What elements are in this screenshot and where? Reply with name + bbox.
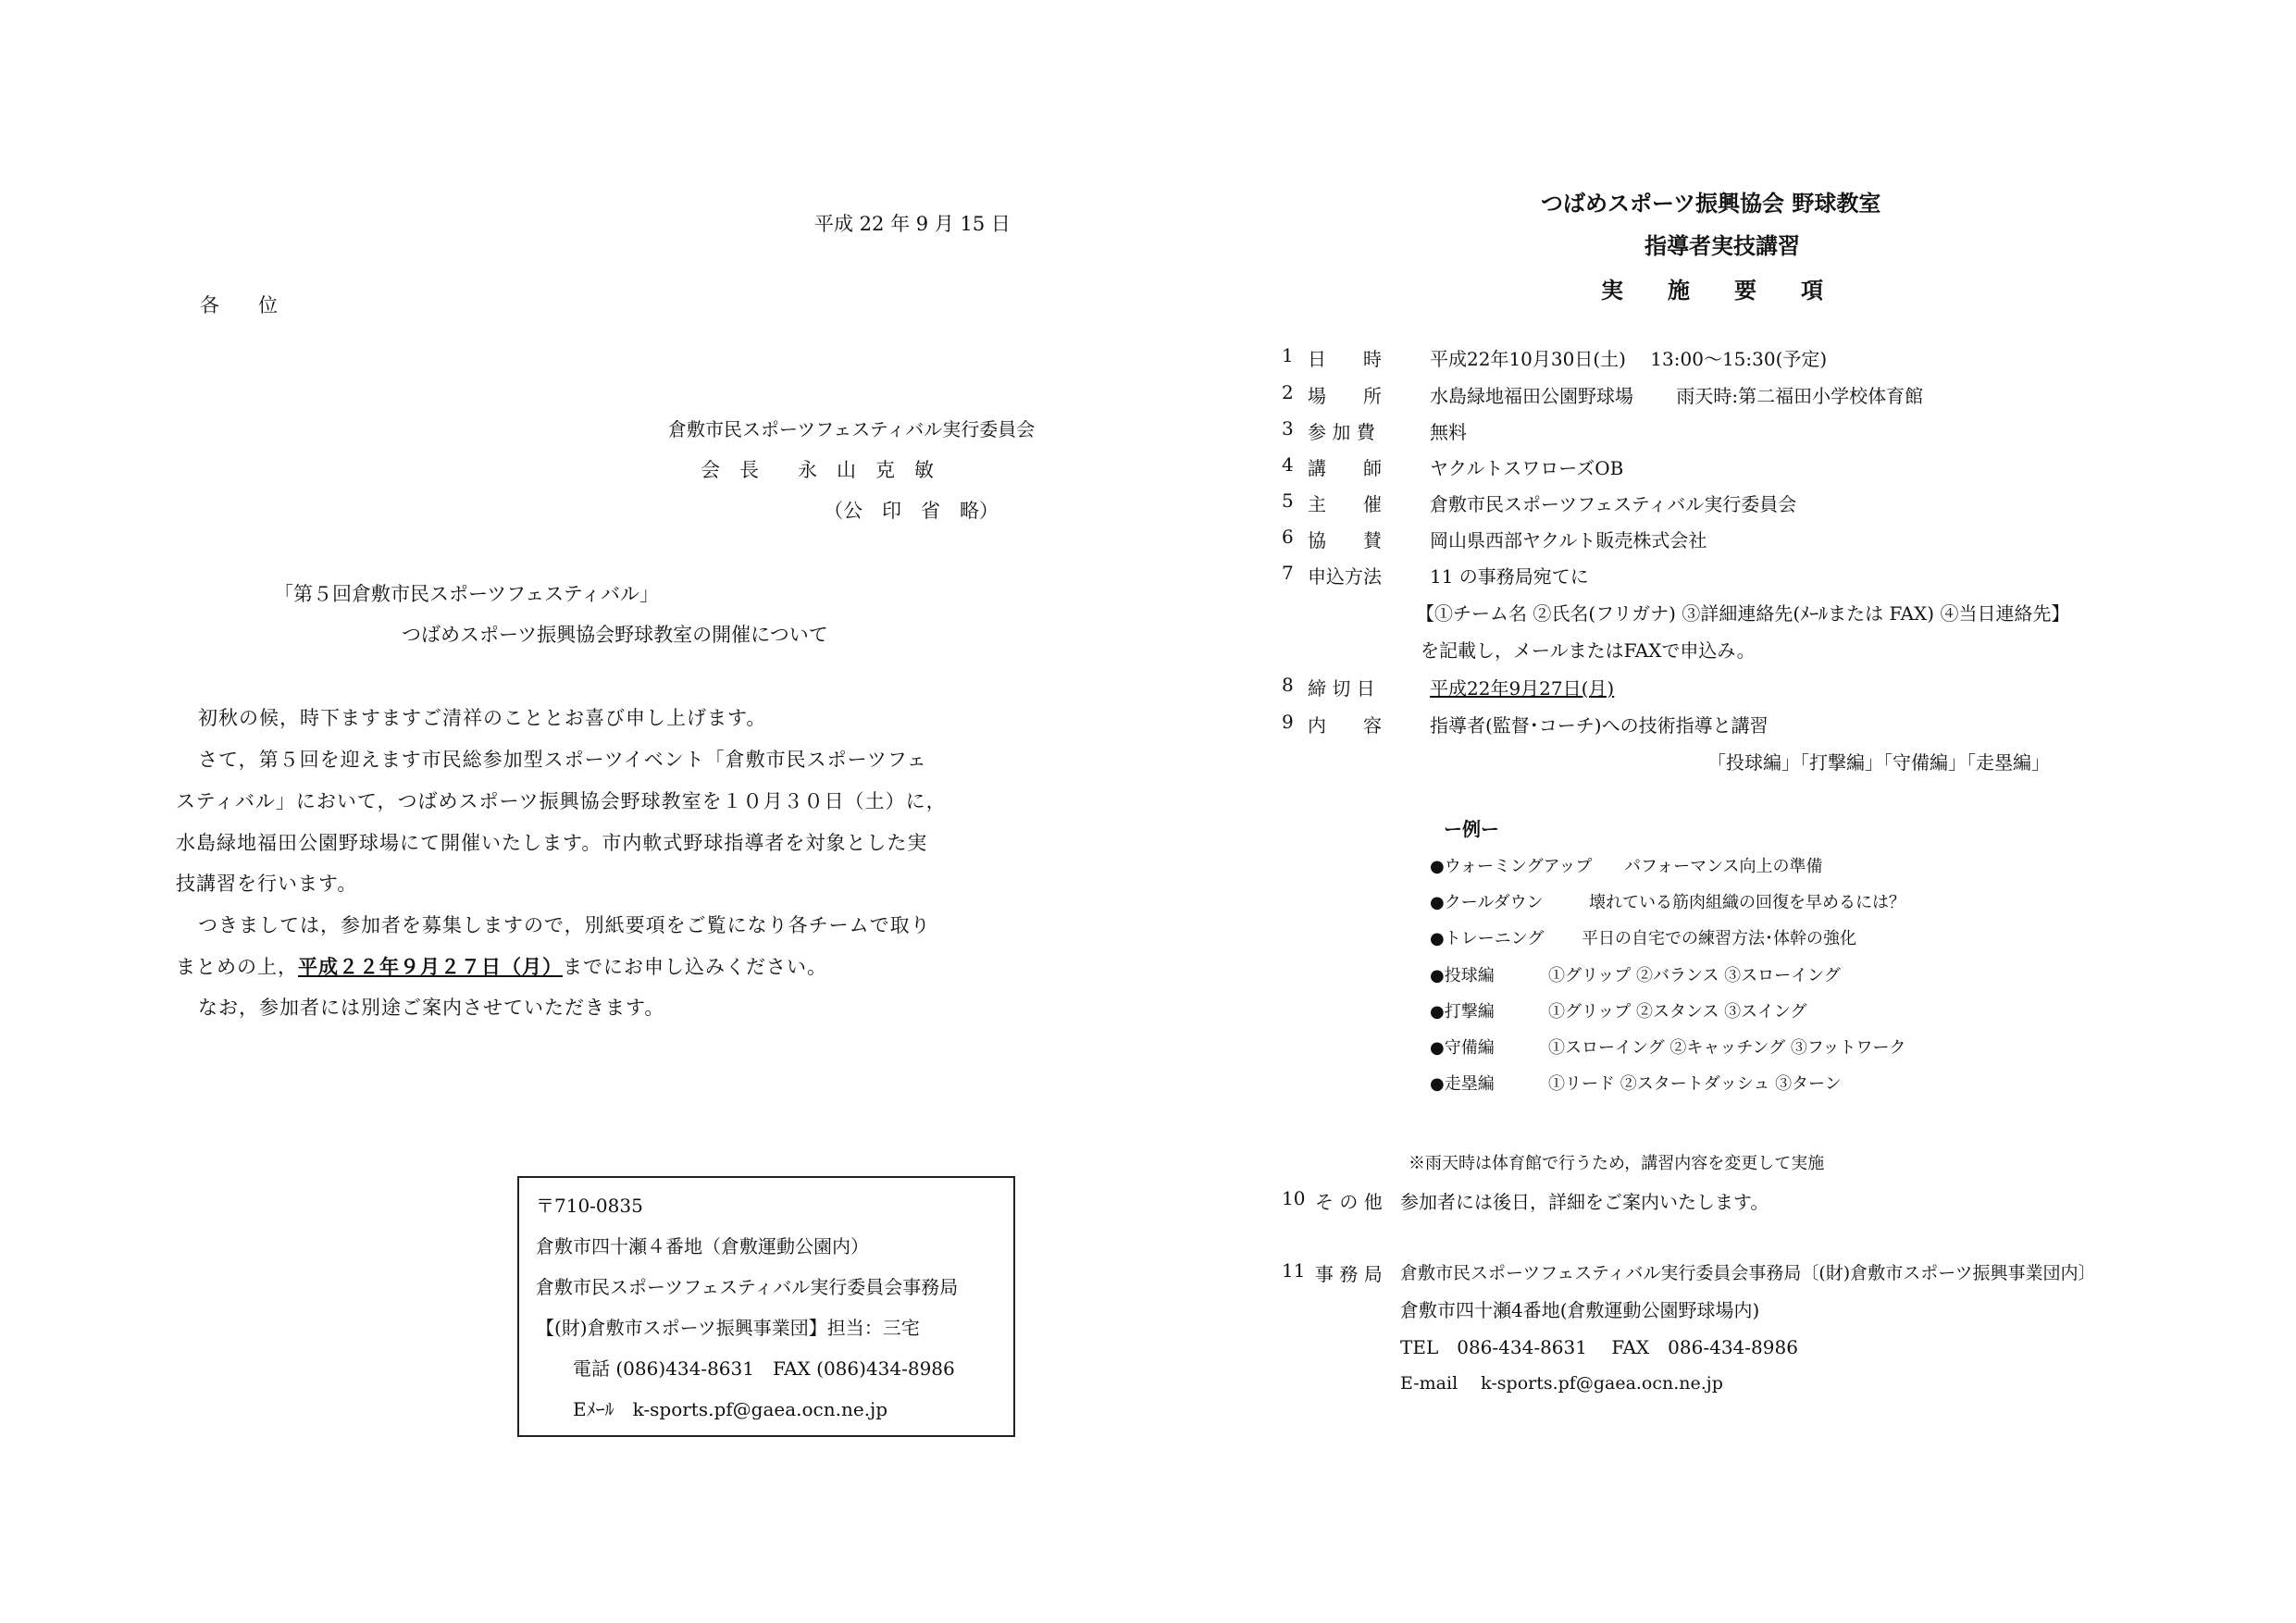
item-label: 締 切 日 — [1308, 677, 1375, 700]
apply-detail-fields: 【①チーム名 ②氏名(フリガナ) ③詳細連絡先(ﾒｰﾙまたは FAX) ④当日連絡先】 — [1416, 602, 2070, 625]
item-number: 6 — [1282, 526, 1294, 548]
item-value-deadline: 平成22年9月27日(月) — [1430, 677, 1615, 700]
example-desc: ①グリップ ②スタンス ③スイング — [1548, 1002, 1807, 1022]
contact-phone-fax: 電話 (086)434-8631 FAX (086)434-8986 — [573, 1357, 955, 1380]
example-name: ●クールダウン — [1430, 893, 1544, 912]
seal-omitted-note: （公 印 省 略） — [824, 500, 999, 522]
outline-heading-main: 実 施 要 項 — [1601, 278, 1823, 304]
item-label: 講 師 — [1308, 457, 1382, 479]
item-number: 8 — [1282, 674, 1294, 696]
item-number: 4 — [1282, 453, 1294, 476]
item-label: 主 催 — [1308, 493, 1382, 515]
letter-body-line-deadline — [176, 952, 827, 980]
example-item — [1430, 1071, 1842, 1095]
item-number: 3 — [1282, 417, 1294, 440]
item-number: 11 — [1282, 1259, 1306, 1282]
example-desc: ①スローイング ②キャッチング ③フットワーク — [1548, 1038, 1906, 1058]
example-name: ●守備編 — [1430, 1038, 1495, 1058]
example-item — [1430, 962, 1841, 986]
outline-heading-org: つばめスポーツ振興協会 野球教室 — [1541, 191, 1881, 217]
contact-postal-code: 〒710-0835 — [536, 1195, 643, 1217]
example-item — [1430, 1035, 1906, 1059]
contact-box — [517, 1176, 1015, 1437]
item-label: 協 賛 — [1308, 529, 1382, 551]
item-label: そ の 他 — [1315, 1191, 1383, 1213]
deadline-date: 平成２２年９月２７日（月） — [298, 955, 563, 978]
item-value: 倉敷市民スポーツフェスティバル実行委員会事務局〔(財)倉敷市スポーツ振興事業団内〕 — [1400, 1263, 2096, 1283]
letter-body-line: さて，第５回を迎えます市民総参加型スポーツイベント「倉敷市民スポーツフェ — [198, 749, 927, 771]
apply-detail-method: を記載し，メールまたはFAXで申込み。 — [1421, 639, 1756, 662]
example-name: ●トレーニング — [1430, 929, 1545, 948]
item-label: 場 所 — [1308, 385, 1382, 407]
letter-body-line: つきましては，参加者を募集しますので，別紙要項をご覧になり各チームで取り — [198, 914, 931, 936]
contact-office: 倉敷市民スポーツフェスティバル実行委員会事務局 — [536, 1276, 959, 1298]
sender-organization: 倉敷市民スポーツフェスティバル実行委員会 — [668, 418, 1036, 440]
example-name: ●走塁編 — [1430, 1074, 1495, 1094]
letter-body-line: スティバル」において，つばめスポーツ振興協会野球教室を１０月３０日（土）に， — [176, 790, 947, 812]
office-address: 倉敷市四十瀬4番地(倉敷運動公園野球場内) — [1400, 1299, 1760, 1321]
item-value: 平成22年10月30日(土) 13:00～15:30(予定) — [1430, 348, 1828, 370]
example-desc: ①グリップ ②バランス ③スローイング — [1548, 966, 1841, 985]
example-desc: 壊れている筋肉組織の回復を早めるには？ — [1589, 893, 1905, 912]
sender-name: 会 長 永 山 克 敏 — [701, 459, 934, 481]
example-name: ●打撃編 — [1430, 1002, 1495, 1022]
letter-title-line2: つばめスポーツ振興協会野球教室の開催について — [402, 624, 828, 646]
item-value: 指導者(監督･コーチ)への技術指導と講習 — [1430, 714, 1769, 737]
example-item — [1430, 998, 1806, 1022]
example-desc: ①リード ②スタートダッシュ ③ターン — [1548, 1074, 1842, 1094]
office-email: E-mail k-sports.pf@gaea.ocn.ne.jp — [1400, 1373, 1723, 1394]
item-number: 10 — [1282, 1187, 1306, 1209]
content-categories: 「投球編」「打撃編」「守備編」「走塁編」 — [1707, 751, 2050, 774]
item-number: 7 — [1282, 562, 1294, 584]
letter-body-line: 初秋の候，時下ますますご清祥のこととお喜び申し上げます。 — [198, 707, 767, 729]
item-value: 無料 — [1430, 421, 1467, 443]
example-desc: 平日の自宅での練習方法･体幹の強化 — [1582, 929, 1856, 948]
item-number: 2 — [1282, 381, 1294, 403]
example-item — [1430, 853, 1823, 877]
letter-addressee: 各 位 — [200, 294, 278, 316]
item-label: 参 加 費 — [1308, 421, 1375, 443]
item-number: 5 — [1282, 489, 1294, 512]
item-label: 事 務 局 — [1315, 1263, 1383, 1285]
contact-email: Eﾒｰﾙ k-sports.pf@gaea.ocn.ne.jp — [573, 1398, 888, 1420]
item-value: 11 の事務局宛てに — [1430, 565, 1589, 588]
item-value: 水島緑地福田公園野球場 雨天時:第二福田小学校体育館 — [1430, 385, 1924, 407]
rain-note: ※雨天時は体育館で行うため，講習内容を変更して実施 — [1409, 1154, 1825, 1173]
outline-heading-course: 指導者実技講習 — [1644, 233, 1800, 259]
letter-body-line: なお，参加者には別途ご案内させていただきます。 — [198, 997, 665, 1019]
contact-address: 倉敷市四十瀬４番地（倉敷運動公園内） — [536, 1235, 869, 1258]
item-value: 岡山県西部ヤクルト販売株式会社 — [1430, 529, 1707, 551]
example-name: ●ウォーミングアップ — [1430, 857, 1593, 876]
example-desc: パフォーマンス向上の準備 — [1624, 857, 1823, 876]
item-value: 倉敷市民スポーツフェスティバル実行委員会 — [1430, 493, 1797, 515]
example-item — [1430, 925, 1856, 949]
letter-body-line: 技講習を行います。 — [176, 873, 358, 895]
example-heading: ー例ー — [1444, 818, 1499, 840]
item-value: ヤクルトスワローズOB — [1430, 457, 1624, 479]
item-label: 申込方法 — [1308, 565, 1382, 588]
body-text: までにお申し込みください。 — [563, 956, 827, 978]
item-number: 9 — [1282, 711, 1294, 733]
office-phone-fax: TEL 086-434-8631 FAX 086-434-8986 — [1400, 1336, 1798, 1358]
item-label: 内 容 — [1308, 714, 1382, 737]
item-label: 日 時 — [1308, 348, 1382, 370]
item-value: 参加者には後日，詳細をご案内いたします。 — [1400, 1191, 1769, 1213]
letter-date: 平成 22 年 9 月 15 日 — [814, 213, 1011, 235]
example-name: ●投球編 — [1430, 966, 1495, 985]
contact-foundation: 【(財)倉敷市スポーツ振興事業団】担当：三宅 — [536, 1317, 920, 1339]
body-text: まとめの上， — [176, 956, 298, 978]
letter-body-line: 水島緑地福田公園野球場にて開催いたします。市内軟式野球指導者を対象とした実 — [176, 832, 928, 854]
item-number: 1 — [1282, 344, 1294, 366]
example-item — [1430, 889, 1905, 913]
letter-title-line1: 「第５回倉敷市民スポーツフェスティバル」 — [274, 583, 660, 605]
